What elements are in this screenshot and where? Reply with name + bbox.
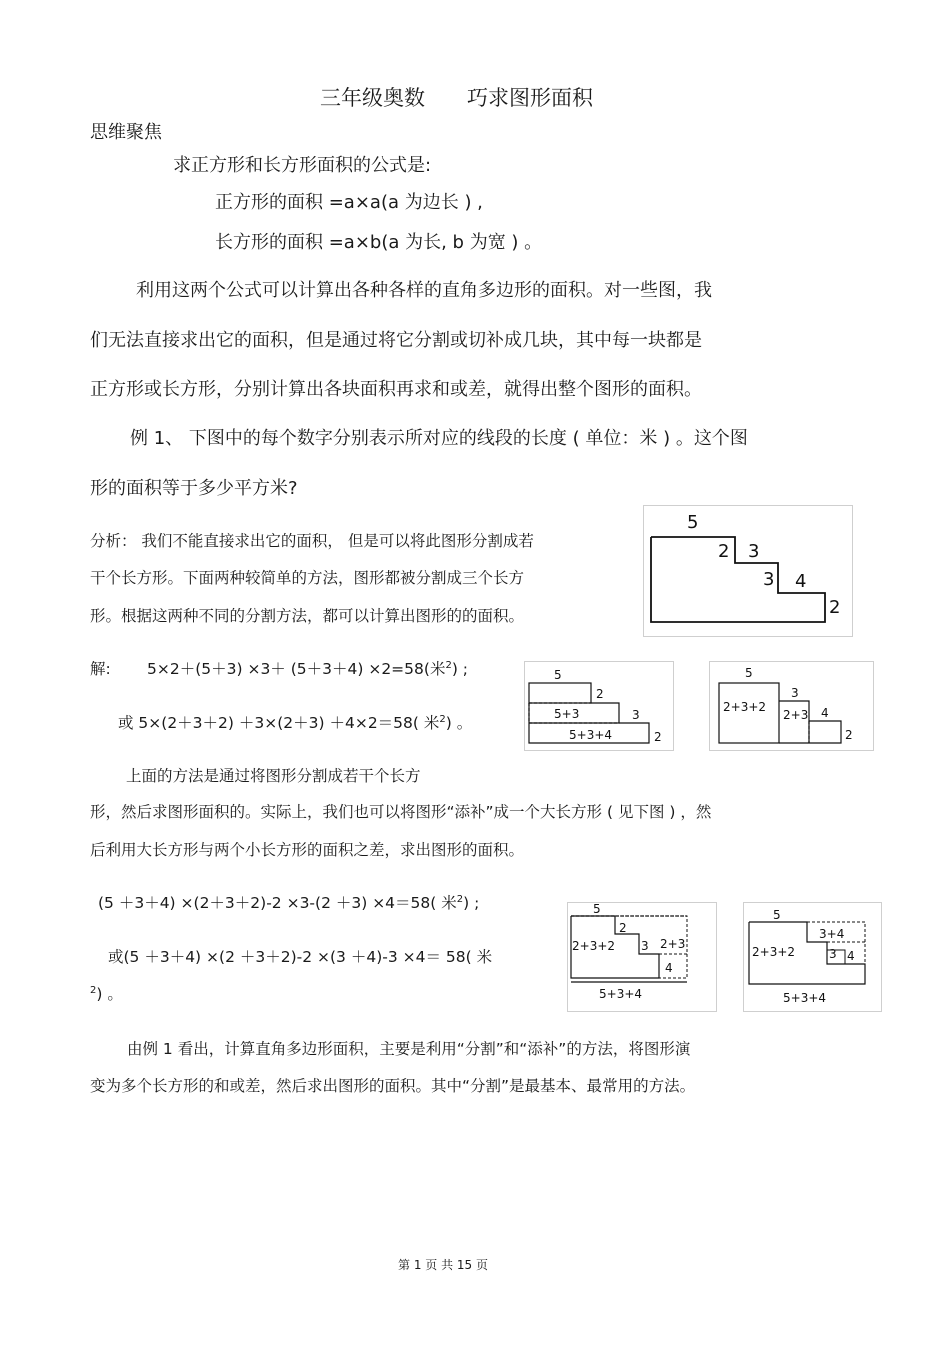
solution-label: 解: [90, 660, 111, 678]
formula-intro: 求正方形和长方形面积的公式是: [173, 155, 432, 176]
label-r2: 3 [632, 708, 640, 722]
label-top: 5 [687, 512, 699, 533]
label-top: 5 [773, 908, 781, 922]
solution-eq1: 5×2＋(5＋3) ×3＋ (5＋3＋4) ×2=58(米$^2$) ; [147, 659, 469, 678]
method-line: 后利用大长方形与两个小长方形的面积之差，求出图形的面积。 [90, 841, 525, 859]
fill-eq2: 或(5 ＋3＋4) ×(2 ＋3＋2)-2 ×(3 ＋4)-3 ×4＝ 58( 米 [108, 948, 493, 966]
label-step2: 3 [763, 569, 775, 590]
label-step2b: 4 [795, 571, 807, 592]
analysis-line: 形。根据这两种不同的分割方法，都可以计算出图形的的面积。 [90, 607, 525, 625]
intro-line: 正方形或长方形，分别计算出各块面积再求和或差，就得出整个图形的面积。 [90, 379, 702, 400]
label-bottom: 5+3+4 [569, 728, 613, 742]
intro-line: 们无法直接求出它的面积，但是通过将它分割或切补成几块，其中每一块都是 [90, 330, 702, 351]
analysis-line: 干个长方形。下面两种较简单的方法，图形都被分割成三个长方 [90, 569, 525, 587]
solution-eq2: 或 5×(2＋3＋2) ＋3×(2＋3) ＋4×2＝58( 米$^2$) 。 [118, 713, 473, 732]
label-c1: 2 [619, 921, 627, 935]
label-r3: 2 [845, 728, 853, 742]
label-c1: 3+4 [819, 927, 845, 941]
page-title: 三年级奥数 巧求图形面积 [320, 86, 593, 110]
split-horizontal-figure [524, 661, 674, 751]
label-c3: 2+3 [660, 937, 686, 951]
label-r3: 2 [654, 730, 662, 744]
label-c3: 4 [847, 949, 855, 963]
conclusion-line: 由例 1 看出，计算直角多边形面积，主要是利用“分割”和“添补”的方法，将图形演 [127, 1040, 691, 1058]
fill-figure-a [567, 902, 717, 1012]
label-r1: 2 [596, 687, 604, 701]
label-mid: 2+3 [783, 708, 809, 722]
label-left: 2+3+2 [572, 939, 616, 953]
square-formula: 正方形的面积 =a×a(a 为边长 ) , [215, 192, 483, 213]
label-left: 2+3+2 [752, 945, 796, 959]
fill-eq2-tail: $^2$) 。 [90, 984, 123, 1003]
label-t2: 3 [791, 686, 799, 700]
label-t3: 4 [821, 706, 829, 720]
example-line: 例 1、 下图中的每个数字分别表示所对应的线段的长度 ( 单位：米 ) 。这个图 [130, 428, 748, 449]
fill-eq1: (5 ＋3＋4) ×(2＋3＋2)-2 ×3-(2 ＋3) ×4＝58( 米$^2$) ; [98, 893, 480, 912]
label-top: 5 [745, 666, 753, 680]
label-bottom: 5+3+4 [599, 987, 643, 1001]
intro-line: 利用这两个公式可以计算出各种各样的直角多边形的面积。对一些图，我 [136, 280, 712, 301]
label-c2: 3 [829, 947, 837, 961]
example-line: 形的面积等于多少平方米? [90, 478, 298, 499]
label-step1: 2 [718, 541, 730, 562]
label-mid: 5+3 [554, 707, 580, 721]
rect-formula: 长方形的面积 =a×b(a 为长, b 为宽 ) 。 [215, 232, 543, 253]
label-top: 5 [554, 668, 562, 682]
staircase-figure [643, 505, 853, 637]
fill-figure-b [743, 902, 882, 1012]
label-c4: 4 [665, 961, 673, 975]
label-c2: 3 [641, 939, 649, 953]
conclusion-line: 变为多个长方形的和或差，然后求出图形的面积。其中“分割”是最基本、最常用的方法。 [90, 1077, 696, 1095]
label-left: 2+3+2 [723, 700, 767, 714]
split-vertical-figure [709, 661, 874, 751]
method-line: 上面的方法是通过将图形分割成若干个长方 [126, 767, 421, 785]
label-step1b: 3 [748, 541, 760, 562]
page-footer: 第 1 页 共 15 页 [398, 1258, 488, 1272]
section-heading: 思维聚焦 [90, 122, 162, 143]
label-bottom: 5+3+4 [783, 991, 827, 1005]
analysis-line: 分析： 我们不能直接求出它的面积， 但是可以将此图形分割成若 [90, 532, 534, 550]
label-right: 2 [829, 597, 841, 618]
label-top: 5 [593, 902, 601, 916]
method-line: 形，然后求图形面积的。实际上，我们也可以将图形“添补”成一个大长方形 ( 见下图 ) ，然 [90, 803, 712, 821]
